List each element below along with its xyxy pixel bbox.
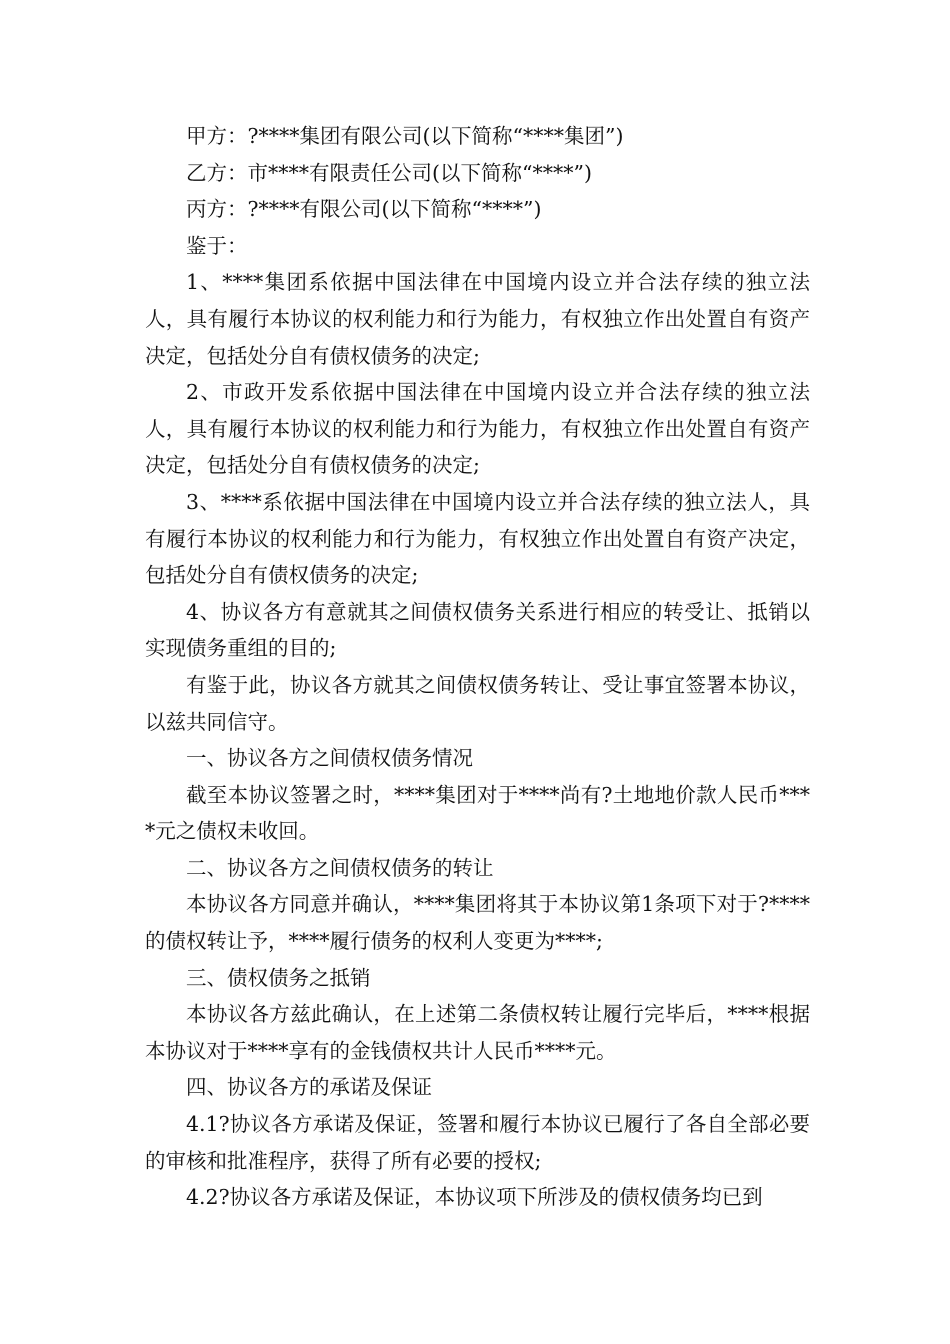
document-body xyxy=(145,118,810,1216)
section-4-heading: 四、协议各方的承诺及保证 xyxy=(186,1075,432,1100)
whereas-item-4: 4、协议各方有意就其之间债权债务关系进行相应的转受让、抵销以实现债务重组的目的; xyxy=(145,599,810,661)
section-2-heading: 二、协议各方之间债权债务的转让 xyxy=(186,855,494,880)
whereas-item-1: 1、****集团系依据中国法律在中国境内设立并合法存续的独立法人，具有履行本协议的权利能力和行为能力，有权独立作出处置自有资产决定，包括处分自有债权债务的决定; xyxy=(145,270,810,368)
section-3-body: 本协议各方兹此确认，在上述第二条债权转让履行完毕后，****根据本协议对于****享有的金钱债权共计人民币****元。 xyxy=(145,1002,810,1063)
party-b-line: 乙方：市****有限责任公司(以下简称“****”) xyxy=(186,160,592,185)
whereas-heading: 鉴于： xyxy=(186,233,248,258)
section-2-body: 本协议各方同意并确认，****集团将其于本协议第1条项下对于?****的债权转让予，****履行债务的权利人变更为****; xyxy=(145,892,810,954)
whereas-item-2: 2、市政开发系依据中国法律在中国境内设立并合法存续的独立法人，具有履行本协议的权利能力和行为能力，有权独立作出处置自有资产决定，包括处分自有债权债务的决定; xyxy=(145,380,810,478)
party-a-line: 甲方：?****集团有限公司(以下简称“****集团”) xyxy=(186,124,624,148)
preamble-paragraph: 有鉴于此，协议各方就其之间债权债务转让、受让事宜签署本协议，以兹共同信守。 xyxy=(145,672,810,734)
section-1-heading: 一、协议各方之间债权债务情况 xyxy=(186,746,473,771)
whereas-item-3: 3、****系依据中国法律在中国境内设立并合法存续的独立法人，具有履行本协议的权利能力和行为能力，有权独立作出处置自有资产决定，包括处分自有债权债务的决定; xyxy=(145,489,810,588)
section-3-heading: 三、债权债务之抵销 xyxy=(186,965,371,990)
clause-4-1: 4.1?协议各方承诺及保证，签署和履行本协议已履行了各自全部必要的审核和批准程序，获得了所有必要的授权; xyxy=(145,1112,810,1173)
party-c-line: 丙方：?****有限公司(以下简称“****”) xyxy=(186,197,542,222)
section-1-body: 截至本协议签署之时，****集团对于****尚有?土地地价款人民币****元之债权未收回。 xyxy=(145,782,810,844)
clause-4-2: 4.2?协议各方承诺及保证，本协议项下所涉及的债权债务均已到 xyxy=(186,1185,763,1210)
